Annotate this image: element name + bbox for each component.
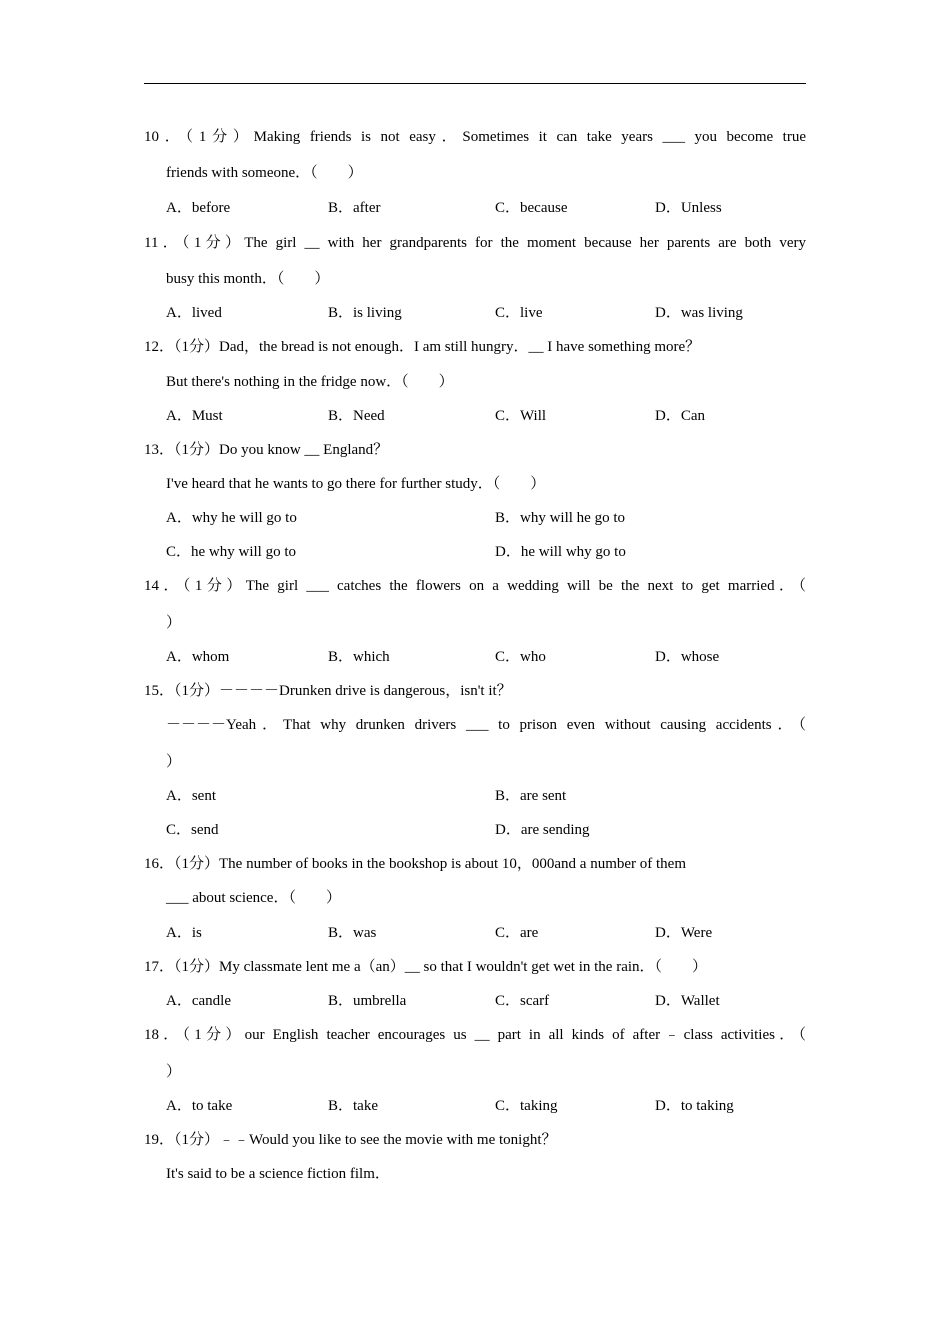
question-13-option-d: D．he will why go to (495, 544, 626, 560)
question-10-option-b: B．after (328, 200, 381, 216)
question-16-option-a: A．is (166, 925, 202, 941)
question-15-stem-line-3: ） (166, 754, 182, 770)
question-14-stem-line-2: ） (166, 615, 182, 631)
question-18-stem-line-1: 18．（1分）our English teacher encourages us __ part in all kinds of after﹣class activities．（ (144, 1027, 806, 1043)
question-13-stem-line-1: 13．（1分）Do you know __ England？ (144, 442, 389, 458)
question-17-stem-line-1: 17．（1分）My classmate lent me a（an）__ so that I wouldn't get wet in the rain．（ ） (144, 959, 708, 975)
question-14-stem-line-1: 14．（1分）The girl ___ catches the flowers on a wedding will be the next to get married．（ (144, 578, 806, 594)
question-15-option-a: A．sent (166, 788, 216, 804)
question-11-option-d: D．was living (655, 305, 743, 321)
question-15-stem-line-2: －－－－Yeah．That why drunken drivers ___ to prison even without causing accidents．（ (166, 717, 806, 733)
question-12-option-a: A．Must (166, 408, 223, 424)
question-18-option-a: A．to take (166, 1098, 233, 1114)
question-16-option-c: C．are (495, 925, 539, 941)
question-12-option-c: C．Will (495, 408, 547, 424)
question-14-option-b: B．which (328, 649, 390, 665)
question-19-stem-line-1: 19．（1分）﹣﹣Would you like to see the movie with me tonight？ (144, 1132, 557, 1148)
question-18-stem-line-2: ） (166, 1064, 182, 1080)
question-10-option-a: A．before (166, 200, 231, 216)
header-rule (144, 83, 806, 84)
question-13-stem-line-2: I've heard that he wants to go there for further study．（ ） (166, 476, 546, 492)
question-19-stem-line-2: It's said to be a science fiction film． (166, 1166, 390, 1182)
question-14-option-a: A．whom (166, 649, 230, 665)
question-17-option-a: A．candle (166, 993, 231, 1009)
question-13-option-a: A．why he will go to (166, 510, 297, 526)
question-15-option-b: B．are sent (495, 788, 567, 804)
question-18-option-d: D．to taking (655, 1098, 734, 1114)
question-12-option-b: B．Need (328, 408, 385, 424)
question-16-option-b: B．was (328, 925, 377, 941)
question-11-option-c: C．live (495, 305, 543, 321)
question-10-stem-line-2: friends with someone．（ ） (166, 165, 363, 181)
question-17-option-d: D．Wallet (655, 993, 720, 1009)
question-12-option-d: D．Can (655, 408, 705, 424)
question-14-option-d: D．whose (655, 649, 720, 665)
question-17-option-b: B．umbrella (328, 993, 407, 1009)
question-11-stem-line-1: 11．（1分）The girl __ with her grandparents for the moment because her parents are both very (144, 235, 806, 251)
question-16-stem-line-1: 16．（1分）The number of books in the bookshop is about 10，000and a number of them (144, 856, 687, 872)
question-12-stem-line-1: 12．（1分）Dad，the bread is not enough．I am still hungry．__ I have something more？ (144, 339, 701, 355)
question-13-option-c: C．he why will go to (166, 544, 296, 560)
question-15-option-d: D．are sending (495, 822, 590, 838)
question-15-stem-line-1: 15．（1分）－－－－Drunken drive is dangerous，isn't it？ (144, 683, 512, 699)
question-10-option-d: D．Unless (655, 200, 722, 216)
question-10-option-c: C．because (495, 200, 568, 216)
question-16-stem-line-2: ___ about science．（ ） (166, 890, 341, 906)
question-17-option-c: C．scarf (495, 993, 550, 1009)
question-11-option-a: A．lived (166, 305, 222, 321)
question-18-option-c: C．taking (495, 1098, 558, 1114)
question-15-option-c: C．send (166, 822, 219, 838)
question-11-stem-line-2: busy this month．（ ） (166, 271, 330, 287)
question-14-option-c: C．who (495, 649, 546, 665)
question-13-option-b: B．why will he go to (495, 510, 625, 526)
question-16-option-d: D．Were (655, 925, 713, 941)
question-10-stem-line-1: 10．（1分）Making friends is not easy．Sometimes it can take years ___ you become true (144, 129, 806, 145)
question-11-option-b: B．is living (328, 305, 402, 321)
question-12-stem-line-2: But there's nothing in the fridge now．（ ） (166, 374, 454, 390)
question-18-option-b: B．take (328, 1098, 378, 1114)
